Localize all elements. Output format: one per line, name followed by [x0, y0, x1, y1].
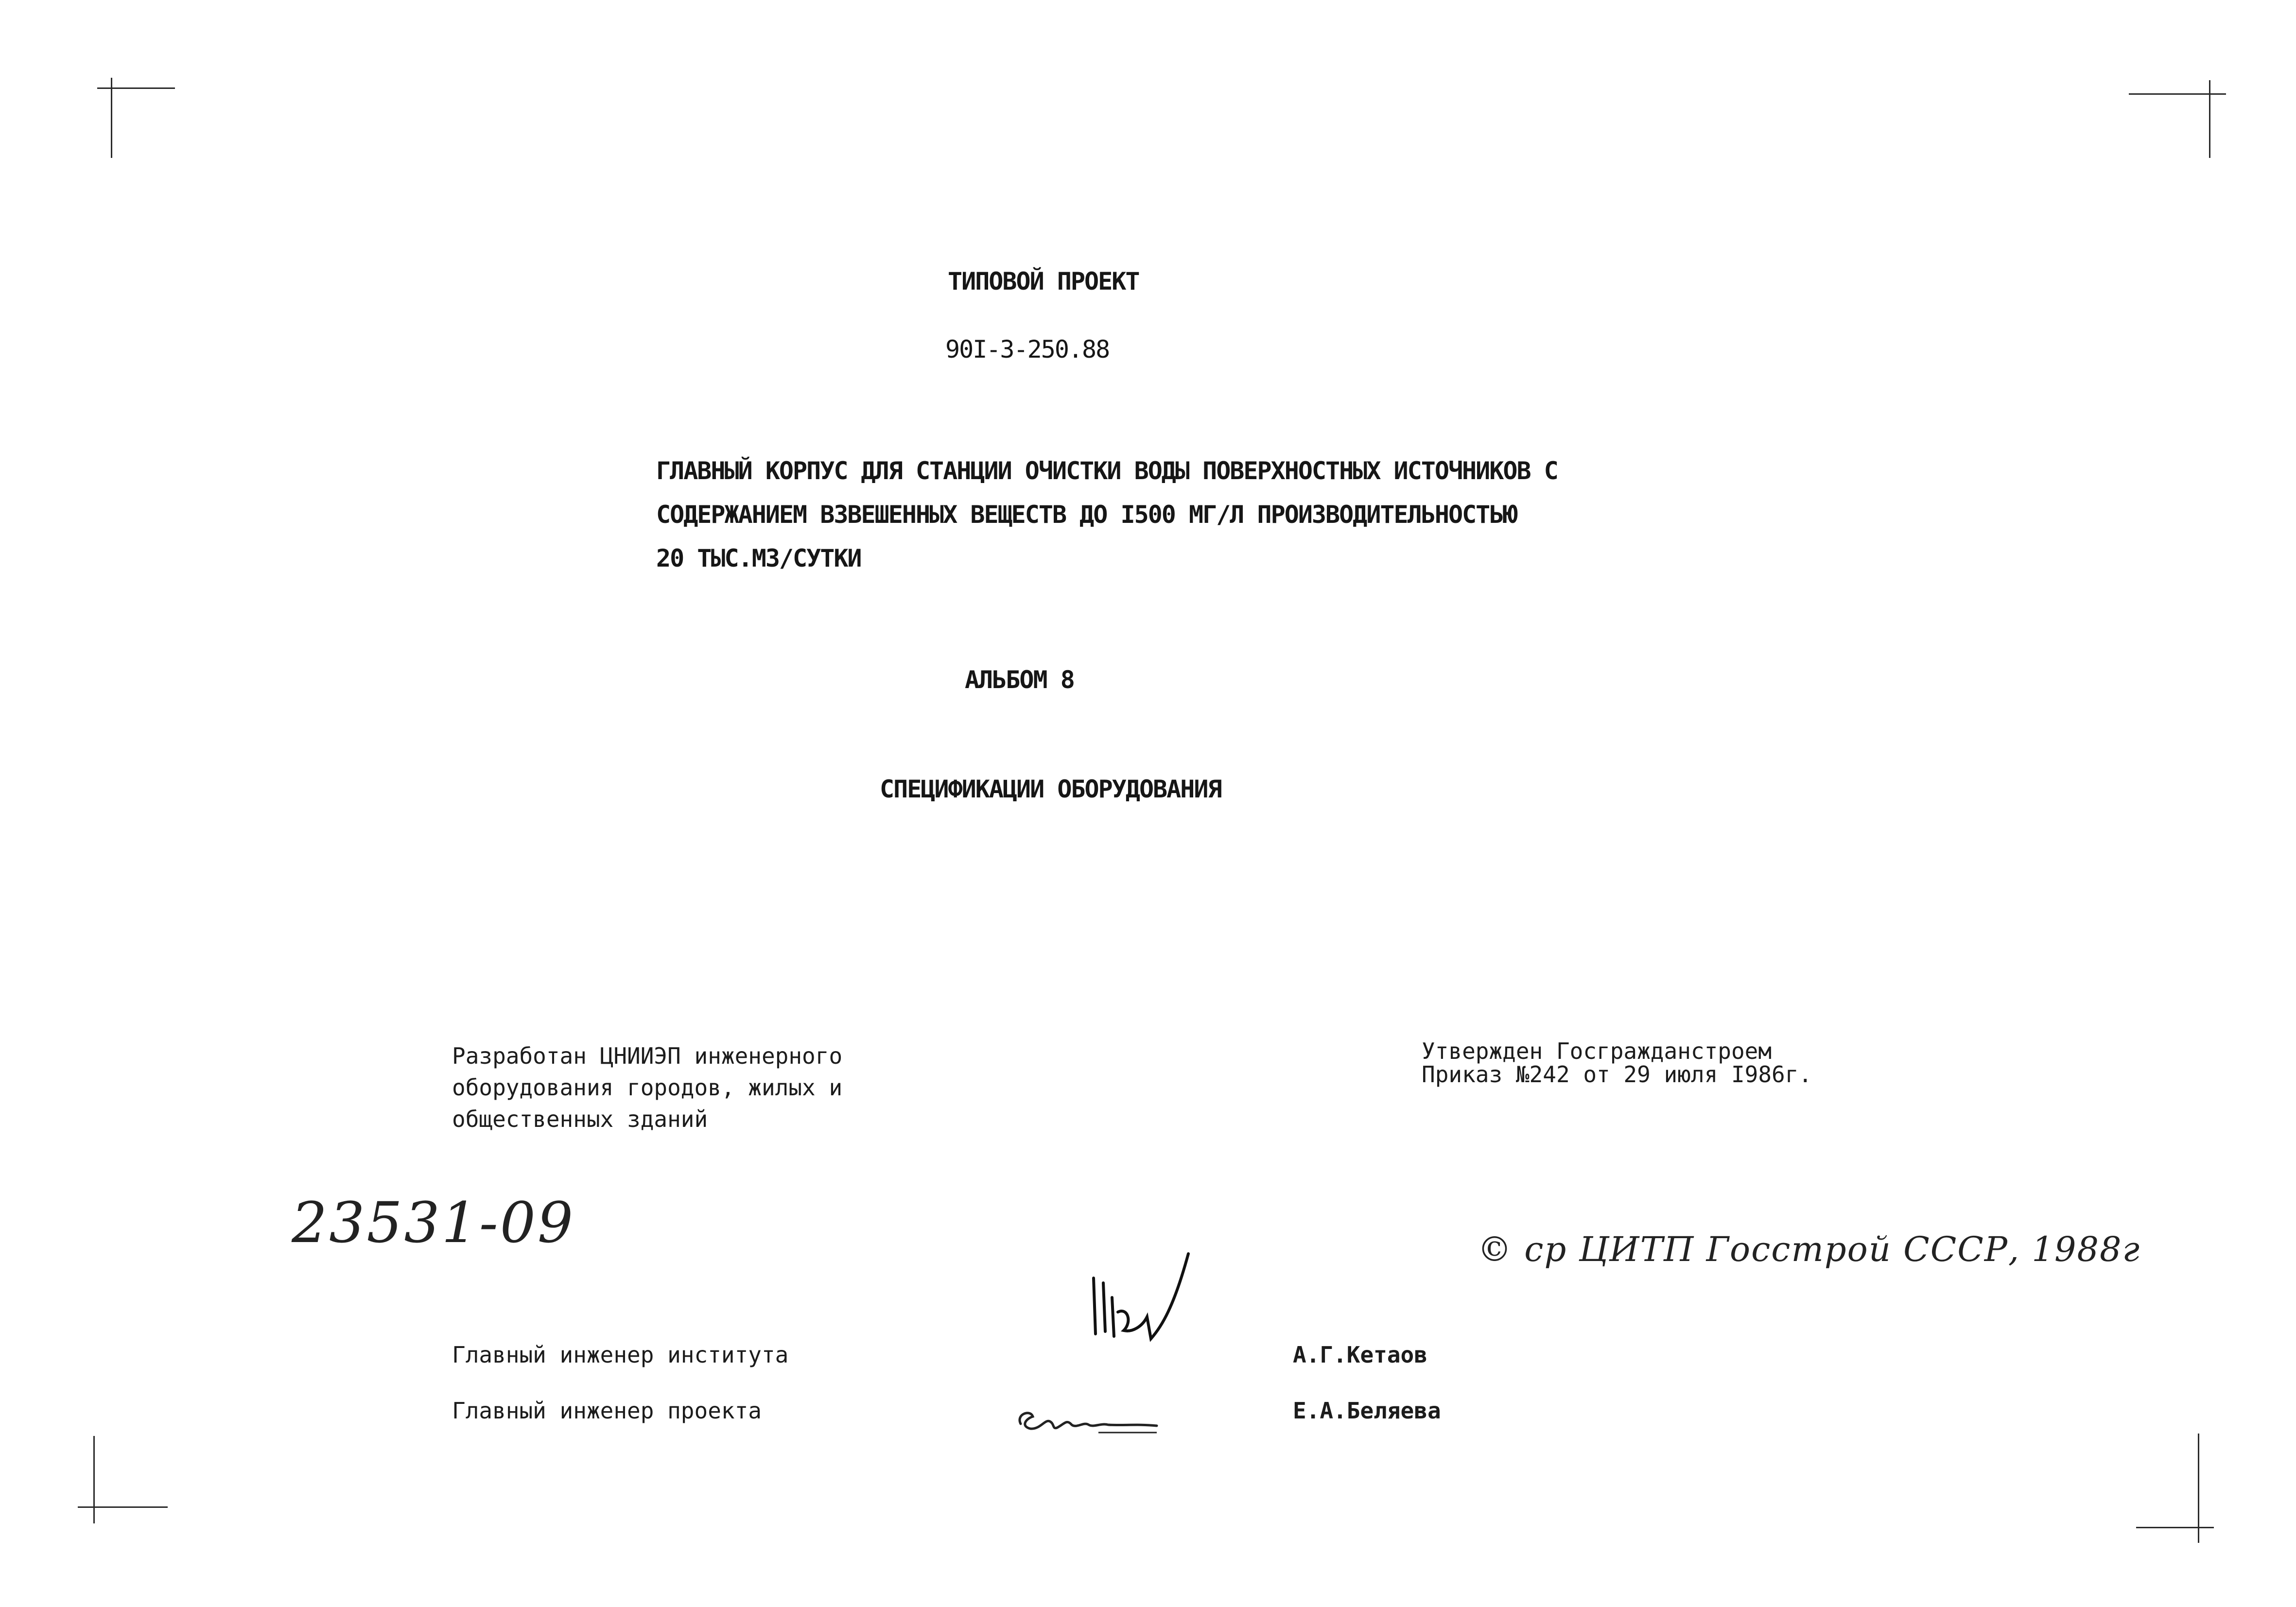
crop-mark-top-left-h — [97, 87, 175, 89]
developer-line-3: общественных зданий — [452, 1106, 708, 1132]
crop-mark-top-right-v — [2209, 80, 2210, 158]
copyright-stamp: © ср ЦИТП Госстрой СССР, 1988г — [1478, 1229, 2140, 1269]
album-label: АЛЬБОМ 8 — [965, 666, 1074, 694]
crop-mark-bottom-left-h — [78, 1506, 168, 1508]
crop-mark-bottom-left-v — [93, 1436, 95, 1523]
crop-mark-bottom-right-v — [2198, 1434, 2199, 1543]
signatory-1-name: А.Г.Кетаов — [1293, 1342, 1427, 1368]
title-line-3: 20 ТЫС.М3/СУТКИ — [656, 544, 861, 572]
signatory-1-role: Главный инженер института — [452, 1342, 789, 1368]
title-line-2: СОДЕРЖАНИЕМ ВЗВЕШЕННЫХ ВЕЩЕСТВ ДО I500 МГ/Л ПРОИЗВОДИТЕЛЬНОСТЬЮ — [656, 501, 1517, 529]
signature-chief-engineer-project — [1011, 1395, 1166, 1438]
developer-line-1: Разработан ЦНИИЭП инженерного — [452, 1043, 843, 1069]
crop-mark-top-right-h — [2129, 93, 2226, 95]
crop-mark-bottom-right-h — [2136, 1527, 2214, 1528]
title-line-1: ГЛАВНЫЙ КОРПУС ДЛЯ СТАНЦИИ ОЧИСТКИ ВОДЫ ПОВЕРХНОСТНЫХ ИСТОЧНИКОВ С — [656, 457, 1558, 485]
approval-line-2: Приказ №242 от 29 июля I986г. — [1422, 1061, 1812, 1088]
document-type-label: ТИПОВОЙ ПРОЕКТ — [948, 267, 1139, 295]
crop-mark-top-left-v — [111, 78, 112, 158]
signature-chief-engineer-institute — [1089, 1249, 1205, 1365]
signatory-2-name: Е.А.Беляева — [1293, 1398, 1441, 1424]
inventory-number: 23531-09 — [292, 1191, 575, 1256]
developer-line-2: оборудования городов, жилых и — [452, 1074, 843, 1101]
signatory-2-role: Главный инженер проекта — [452, 1398, 762, 1424]
approval-line-1: Утвержден Госгражданстроем — [1422, 1038, 1772, 1064]
project-number: 90I-3-250.88 — [945, 335, 1110, 363]
album-subject: СПЕЦИФИКАЦИИ ОБОРУДОВАНИЯ — [880, 775, 1221, 803]
